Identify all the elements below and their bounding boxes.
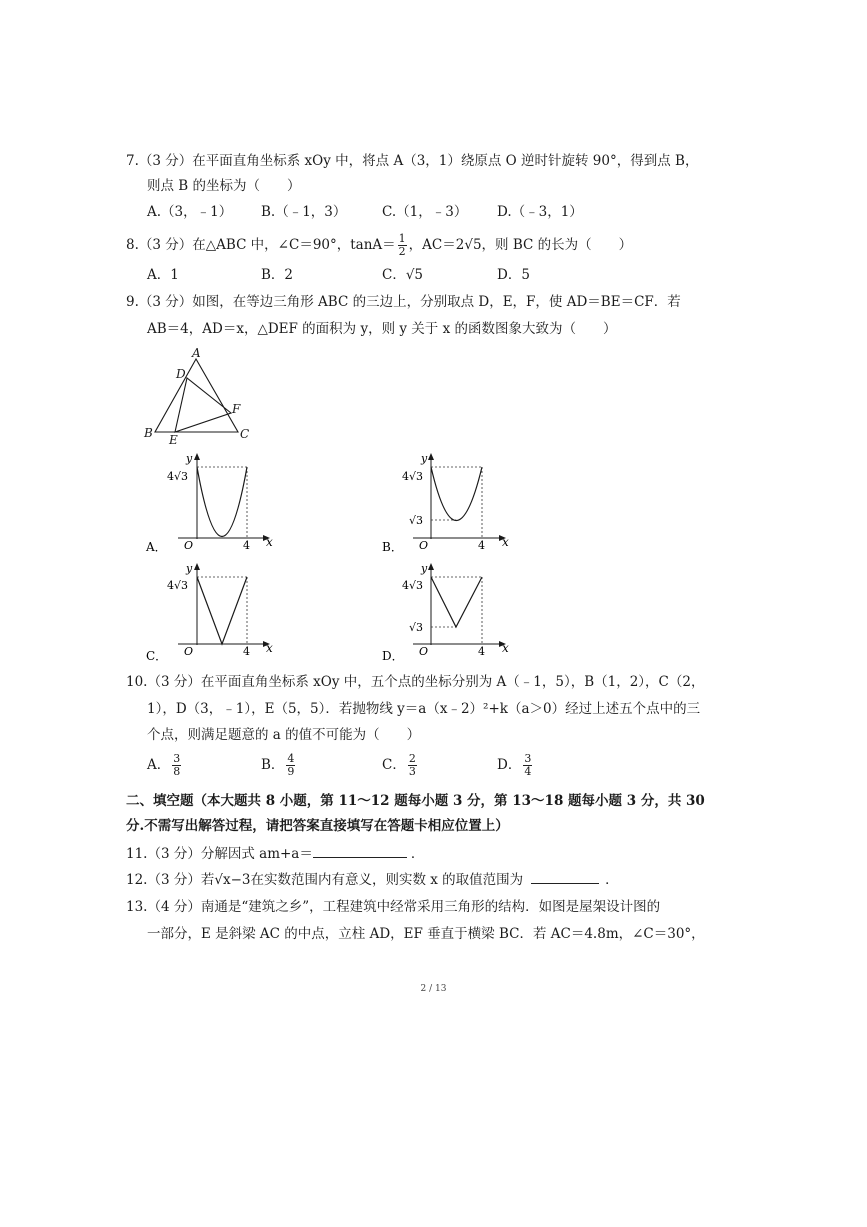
q10-stem-line2: 1），D（3，﹣1），E（5，5）．若抛物线 y＝a（x﹣2）²+k（a＞0）经过上述五个点中的三 — [147, 701, 701, 717]
graph-c-y-top: 4√3 — [167, 579, 189, 592]
q10-stem-line1: 10.（3 分）在平面直角坐标系 xOy 中，五个点的坐标分别为 A（﹣1，5），B（1，2），C（2， — [126, 674, 705, 690]
q8-frac-den: 2 — [398, 245, 406, 258]
label-b: B — [144, 426, 153, 440]
graph-a-y-top: 4√3 — [167, 470, 189, 483]
q8-option-b: B．2 — [261, 267, 294, 283]
graph-d-letter: D． — [382, 649, 404, 663]
q7-option-c: C.（1，﹣3） — [382, 204, 468, 220]
q10-option-a — [147, 753, 183, 778]
graph-b-x-label: x — [502, 535, 509, 549]
graph-b-y-top: 4√3 — [402, 470, 424, 483]
graph-c-y-label: y — [186, 562, 193, 575]
q8-option-a: A．1 — [147, 267, 179, 283]
graph-d-x-tick: 4 — [478, 645, 485, 658]
q12-answer-blank[interactable] — [531, 871, 599, 884]
label-c: C — [240, 427, 250, 441]
q10-option-c-den: 3 — [408, 765, 416, 778]
q10-option-a-frac — [172, 753, 181, 778]
graph-b-x-tick: 4 — [478, 539, 485, 552]
graph-a-letter: A． — [146, 540, 167, 554]
q10-option-d-den: 4 — [524, 765, 532, 778]
q10-option-b — [261, 753, 297, 778]
label-a: A — [192, 346, 201, 360]
graph-d-origin: O — [419, 645, 429, 658]
graph-b-letter: B． — [382, 540, 403, 554]
q9-stem-line2: AB＝4，AD＝x，△DEF 的面积为 y，则 y 关于 x 的函数图象大致为（ ） — [147, 321, 617, 337]
q13-stem-line1: 13.（4 分）南通是“建筑之乡”，工程建筑中经常采用三角形的结构．如图是屋架设计图的 — [126, 899, 661, 915]
graph-c-letter: C． — [146, 649, 168, 663]
q10-option-b-letter: B． — [261, 757, 285, 773]
q12-stem-post: ． — [605, 872, 619, 888]
q10-option-c-letter: C． — [382, 757, 406, 773]
q10-option-b-den: 9 — [287, 765, 295, 778]
label-d: D — [176, 367, 186, 381]
graph-b-origin: O — [419, 539, 429, 552]
graph-d-y-label: y — [421, 562, 428, 575]
graph-b — [382, 452, 509, 554]
graph-d-curve — [431, 577, 482, 627]
graph-c — [146, 562, 273, 663]
q11-stem-post: ． — [410, 846, 425, 862]
graph-a-curve — [197, 467, 247, 537]
q8-stem-post: ，AC＝2√5，则 BC 的长为（ ） — [408, 237, 633, 253]
q11-stem-pre: 11.（3 分）分解因式 am+a＝ — [126, 846, 313, 862]
graph-b-y-low: √3 — [409, 514, 424, 527]
graph-b-curve — [431, 467, 482, 521]
q10-stem-line3: 个点，则满足题意的 a 的值不可能为（ ） — [147, 727, 421, 743]
q10-option-c — [382, 753, 419, 778]
graph-c-y-arrow — [194, 563, 200, 570]
q7-option-a: A.（3，﹣1） — [147, 204, 233, 220]
label-f: F — [232, 402, 241, 416]
section2-heading-line1: 二、填空题（本大题共 8 小题，第 11～12 题每小题 3 分，第 13～18 题每小题 3 分，共 30 — [126, 793, 705, 809]
graph-a-y-label: y — [186, 452, 193, 465]
graph-a-x-tick: 4 — [243, 539, 250, 552]
q7-stem-line2: 则点 B 的坐标为（ ） — [147, 178, 301, 194]
graph-c-x-label: x — [266, 641, 273, 655]
q11-stem — [126, 845, 424, 863]
graph-a-x-label: x — [266, 535, 273, 549]
q13-stem-line2: 一部分，E 是斜梁 AC 的中点，立柱 AD，EF 垂直于横梁 BC．若 AC＝4.8m，∠C＝30°， — [147, 926, 705, 942]
triangle-abc — [155, 359, 238, 432]
graph-d-y-low: √3 — [409, 621, 424, 634]
q8-option-c: C．√5 — [382, 267, 424, 283]
graph-c-origin: O — [184, 645, 194, 658]
q8-stem-pre: 8.（3 分）在△ABC 中，∠C＝90°，tanA＝ — [126, 237, 396, 253]
page-number: 2 / 13 — [420, 984, 447, 994]
q7-option-d: D.（﹣3，1） — [497, 204, 583, 220]
label-e: E — [169, 433, 178, 447]
q10-option-c-num: 2 — [408, 752, 416, 765]
q8-option-d: D．5 — [497, 267, 530, 283]
q10-option-a-letter: A． — [147, 757, 171, 773]
q11-answer-blank[interactable] — [313, 845, 407, 858]
q9-stem-line1: 9.（3 分）如图，在等边三角形 ABC 的三边上，分别取点 D，E，F，使 AD＝BE＝CF．若 — [126, 294, 681, 310]
graph-b-y-arrow — [428, 453, 434, 460]
graph-a — [145, 452, 273, 554]
q10-option-a-den: 8 — [173, 765, 181, 778]
q10-option-d-letter: D． — [497, 757, 522, 773]
graph-d-y-top: 4√3 — [402, 579, 424, 592]
q8-frac-num: 1 — [398, 232, 406, 245]
q10-option-d — [497, 753, 534, 778]
q10-option-d-frac — [523, 753, 532, 778]
q9-triangle-figure — [155, 359, 238, 432]
q10-option-c-frac — [408, 753, 417, 778]
graph-b-y-label: y — [421, 452, 428, 465]
graph-d-y-arrow — [428, 563, 434, 570]
q12-stem-pre: 12.（3 分）若√x−3在实数范围内有意义，则实数 x 的取值范围为 — [126, 872, 524, 888]
section2-heading-line2: 分.不需写出解答过程，请把答案直接填写在答题卡相应位置上） — [126, 818, 509, 834]
graph-a-origin: O — [184, 539, 194, 552]
graph-c-curve — [197, 577, 247, 644]
graph-c-x-tick: 4 — [243, 645, 250, 658]
q10-option-a-num: 3 — [173, 752, 181, 765]
q7-stem-line1: 7.（3 分）在平面直角坐标系 xOy 中，将点 A（3，1）绕原点 O 逆时针旋转 90°，得到点 B， — [126, 153, 699, 169]
q7-option-b: B.（﹣1，3） — [261, 204, 347, 220]
q10-option-b-num: 4 — [287, 752, 295, 765]
graph-d — [382, 562, 509, 663]
graph-d-x-label: x — [502, 641, 509, 655]
graph-a-y-arrow — [194, 453, 200, 460]
q10-option-d-num: 3 — [524, 752, 532, 765]
q12-stem — [126, 871, 619, 889]
q10-option-b-frac — [286, 753, 295, 778]
